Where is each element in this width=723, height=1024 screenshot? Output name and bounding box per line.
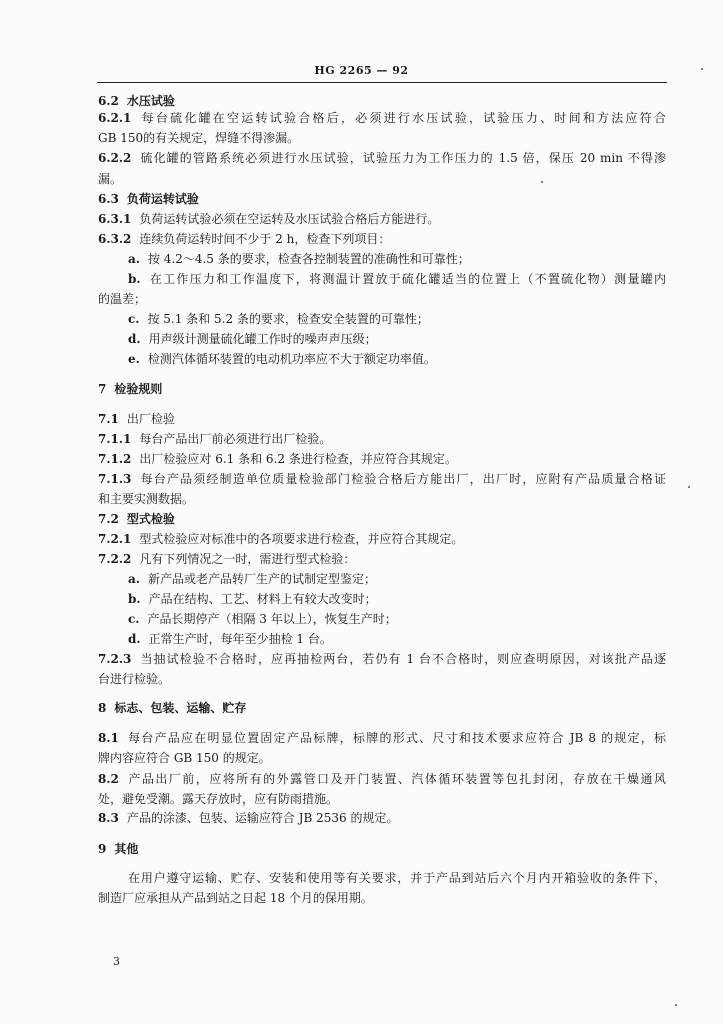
clause-8-3: 8.3 产品的涂漆、包装、运输应符合 JB 2536 的规定。 — [98, 811, 399, 825]
page-number: 3 — [113, 955, 120, 968]
clause-6-2-2-line1: 6.2.2 硫化罐的管路系统必须进行水压试验，试验压力为工作压力的 1.5 倍，保压 20 min 不得渗 — [98, 151, 666, 165]
clause-7-2-3-line1: 7.2.3 当抽试检验不合格时，应再抽检两台，若仍有 1 台不合格时，则应查明原因，对该批产品逐 — [98, 652, 666, 666]
item-6-3-2-b-line1: b. 在工作压力和工作温度下，将测温计置放于硫化罐适当的位置上（不置硫化物）测量罐内 — [128, 272, 666, 286]
clause-7-2-2: 7.2.2 凡有下列情况之一时，需进行型式检验： — [98, 552, 356, 566]
item-7-2-2-c: c. 产品长期停产（相隔 3 年以上），恢复生产时； — [128, 612, 397, 626]
clause-6-3-2: 6.3.2 连续负荷运转时间不少于 2 h，检查下列项目： — [98, 232, 391, 246]
item-6-3-2-a: a. 按 4.2～4.5 条的要求，检查各控制装置的准确性和可靠性； — [128, 252, 470, 266]
heading-7-2: 7.2 型式检验 — [98, 512, 175, 526]
clause-6-2-2-line2: 漏。 — [98, 172, 123, 186]
item-7-2-2-a: a. 新产品或老产品转厂生产的试制定型鉴定； — [128, 572, 376, 586]
item-6-3-2-c: c. 按 5.1 条和 5.2 条的要求，检查安全装置的可靠性； — [128, 312, 429, 326]
heading-6-3: 6.3 负荷运转试验 — [98, 192, 199, 206]
heading-7-1: 7.1 出厂检验 — [98, 412, 175, 426]
clause-9-line1: 在用户遵守运输、贮存、安装和使用等有关要求，并于产品到站后六个月内开箱验收的条件下， — [128, 871, 666, 885]
clause-8-2-line2: 处，避免受潮。露天存放时，应有防雨措施。 — [98, 792, 339, 806]
clause-8-2-line1: 8.2 产品出厂前，应将所有的外露管口及开门装置、汽体循环装置等包扎封闭，存放在干燥通风 — [98, 772, 666, 786]
header-rule — [97, 82, 667, 83]
scan-speck — [675, 1004, 677, 1006]
item-7-2-2-d: d. 正常生产时，每年至少抽检 1 台。 — [128, 632, 332, 646]
clause-7-2-1: 7.2.1 型式检验应对标准中的各项要求进行检查，并应符合其规定。 — [98, 532, 464, 546]
scan-speck — [701, 68, 703, 70]
chapter-9: 9 其他 — [98, 842, 139, 856]
clause-6-3-1: 6.3.1 负荷运转试验必须在空运转及水压试验合格后方能进行。 — [98, 212, 440, 226]
page-header: HG 2265 — 92 — [314, 64, 409, 77]
clause-8-1-line1: 8.1 每台产品应在明显位置固定产品标牌，标牌的形式、尺寸和技术要求应符合 JB 8 的规定，标 — [98, 731, 666, 745]
chapter-7: 7 检验规则 — [98, 382, 163, 396]
heading-6-2: 6.2 水压试验 — [98, 94, 175, 108]
item-6-3-2-e: e. 检测汽体循环装置的电动机功率应不大于额定功率值。 — [128, 352, 436, 366]
scan-speck — [688, 486, 690, 488]
clause-7-2-3-line2: 台进行检验。 — [98, 672, 171, 686]
clause-8-1-line2: 牌内容应符合 GB 150 的规定。 — [98, 751, 271, 765]
clause-6-2-1-line1: 6.2.1 每台硫化罐在空运转试验合格后，必须进行水压试验，试验压力、时间和方法应符合 — [98, 111, 666, 125]
item-7-2-2-b: b. 产品在结构、工艺、材料上有较大改变时； — [128, 592, 377, 606]
scan-speck — [541, 181, 543, 183]
clause-9-line2: 制造厂应承担从产品到站之日起 18 个月的保用期。 — [98, 891, 373, 905]
item-6-3-2-d: d. 用声级计测量硫化罐工作时的噪声声压级； — [128, 332, 377, 346]
clause-7-1-1: 7.1.1 每台产品出厂前必须进行出厂检验。 — [98, 432, 332, 446]
chapter-8: 8 标志、包装、运输、贮存 — [98, 701, 247, 715]
clause-6-2-1-line2: GB 150的有关规定，焊缝不得渗漏。 — [98, 131, 300, 145]
clause-7-1-3-line1: 7.1.3 每台产品须经制造单位质量检验部门检验合格后方能出厂，出厂时，应附有产品质量合格证 — [98, 472, 666, 486]
clause-7-1-2: 7.1.2 出厂检验应对 6.1 条和 6.2 条进行检查，并应符合其规定。 — [98, 452, 457, 466]
clause-7-1-3-line2: 和主要实测数据。 — [98, 492, 195, 506]
item-6-3-2-b-line2: 的温差； — [98, 292, 147, 306]
